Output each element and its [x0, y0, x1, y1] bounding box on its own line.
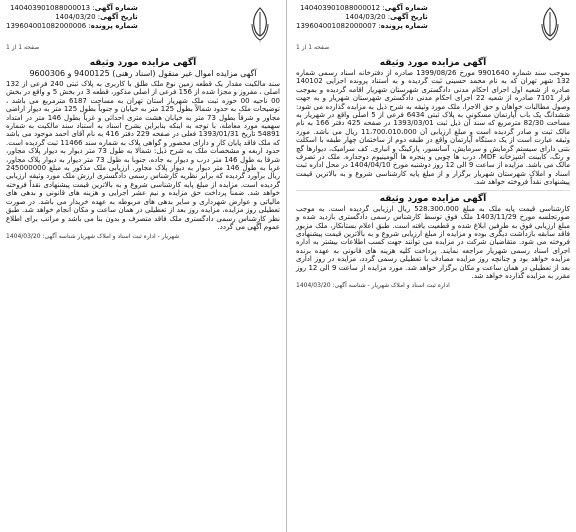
- page-number: صفحه 1 از 1: [6, 44, 40, 51]
- second-notice-body: کارشناسی قیمت پایه ملک به مبلغ 528،300،000 ریال ارزیابی گردیده است. به موجب صورتجلسه مورخ 1403/11/29 ملک فوق توسط کارشناس رسمی دادگستری بازدید شده و مبلغ ارزیابی فوق به طرفین ابلاغ شده و قطعیت یافته است. طبق اعلام بستانکار، ملک مزبور فاقد سابقه بازداشت دیگری بوده و مزایده از مبلغ ارزیابی شروع و به بالاترین قیمت پیشنهادی فروخته می شود. متقاضیان شرکت در مزایده می توانند جهت کسب اطلاعات بیشتر به اداره اجرای اسناد رسمی شهریار مراجعه نمایند. پرداخت کلیه هزینه های قانونی به عهده برنده مزایده خواهد بود و چنانچه روز مزایده مصادف با تعطیلی رسمی گردد، مزایده در روز اداری بعد از تعطیلی در همان ساعت و مکان برگزار خواهد شد. مورد مزایده از ساعت 9 الی 12 روز مقرر به مزایده گذارده خواهد شد.: [296, 204, 571, 280]
- notice-header: [290, 0, 576, 56]
- file-number: شماره پرونده: 139604001082000006: [6, 22, 138, 30]
- svg-text:ا: ا: [259, 40, 261, 44]
- notice-number: شماره آگهی: 140403901088000013: [9, 4, 138, 12]
- file-number: شماره پرونده: 139604001082000007: [296, 22, 428, 30]
- notice-header: [0, 0, 286, 56]
- notice-footer: اداره ثبت اسناد و املاک شهریار - شناسه آگهی: 1404/03/20: [296, 282, 450, 290]
- left-notice-page: [0, 0, 287, 532]
- notice-title: آگهی مزایده مورد وثیقه: [379, 58, 487, 68]
- notice-date: تاریخ آگهی: 1404/03/20: [345, 13, 428, 21]
- second-notice-title: آگهی مزایده مورد وثیقه: [379, 193, 487, 204]
- notice-subtitle: آگهی مزایده اموال غیر منقول (اسناد رهنی) 9400125 و 9600306: [29, 69, 257, 78]
- notice-meta: [6, 4, 138, 31]
- page-number: صفحه 1 از 1: [296, 44, 330, 51]
- notice-meta: [296, 4, 428, 31]
- right-notice-page: [290, 0, 576, 532]
- section-divider: [296, 190, 570, 191]
- notice-title: آگهی مزایده مورد وثیقه: [89, 58, 197, 68]
- notice-date: تاریخ آگهی: 1404/03/20: [55, 13, 138, 21]
- notice-footer: شهریار - اداره ثبت اسناد و املاک شهریار شناسه آگهی: 1404/03/20: [6, 233, 180, 241]
- notice-number: شماره آگهی: 140403901088000012: [299, 4, 428, 12]
- notice-body: بموجب سند شماره 9901640 مورخ 1399/08/26 صادره از دفترخانه اسناد رسمی شماره 132 شهر تهران که به نام محمد حسینی ثبت گردیده و به استناد پرونده اجرایی 140102 صادره از شعبه اول اجرای احکام مدنی دادگستری شهرستان شهریار اقامه گردیده و بموجب قرار 7101 صادره از شعبه 22 اجرای احکام مدنی دادگستری شهرستان شهریار و به جهت وصول مطالبات خواهان و حق الاجرا، ملک مورد وثیقه به شرح ذیل به مزایده گذارده می شود: ششدانگ یک باب آپارتمان مسکونی به پلاک ثبتی 6434 فرعی از 5 اصلی واقع در شهریار به مساحت 82/30 مترمربع که سند آن ذیل ثبت 1393/03/01 در صفحه 425 دفتر 166 به نام مالک ثبت و صادر گردیده است و مبلغ ارزیابی آن 11،700،010،000 ریال می باشد. مورد وثیقه عبارت است از یک دستگاه آپارتمان واقع در طبقه دوم از ساختمان چهار طبقه با اسکلت بتنی دارای سیستم گرمایش و سرمایش، آسانسور، پارکینگ و انباری. کف سرامیک، دیوارها گچ و رنگ، کابینت آشپزخانه MDF، درب ها چوبی و پنجره ها آلومینیوم دوجداره. ملک در تصرف مالک می باشد. مزایده از ساعت 9 الی 12 روز دوشنبه مورخ 1404/04/10 در محل اداره ثبت اسناد و املاک شهرستان شهریار برگزار و از مبلغ پایه کارشناسی شروع و به بالاترین قیمت پیشنهادی نقداً فروخته خواهد شد.: [296, 69, 571, 187]
- notice-body: سند مالکیت مقدار یک قطعه زمین نوع ملک طلق با کاربری به پلاک ثبتی 240 فرعی از 132 اصلی ، مفروز و مجزا شده از 156 فرعی از اصلی مذکور، قطعه 3 در بخش 5 و واقع در بخش 00 ناحیه 00 حوزه ثبت ملک شهریار استان تهران به مساحت 6187 مترمربع می باشد ، توضیحات ملک به حدود شمالاً بطول 125 متر به خیابان و جنوباً بطول 125 متر به دیوار اراضی مجاور و شرقاً بطول 73 متر به خیابان هشت متری احداثی و غرباً بطول 146 متر در امتداد سهمیه مورد معامله، با توجه به اینکه بنابراین بشرح اسناد به استناد سند مالکیت به شماره 54891 تاریخ 1393/01/31 فعلی در صفحه 229 دفتر 416 به نام آقای احمد موجود می باشد که ملک فاقد پایان کار و دارای محصور و گواهی پلاک به شماره سند 11466 ثبت گردیده است. حدود اربعه و مشخصات ملک به شرح ذیل: شمالا به طول 73 متر دیوار به دیوار پلاک مجاور، شرقا به طول 146 متر درب و دیوار به جاده، جنوبا به طول 73 متر دیوار به دیوار پلاک مجاور، غربا به طول 146 متر دیوار به دیوار پلاک مجاور. ارزیابی ملک مذکور به مبلغ 245000000 ریال برآورد گردیده که برابر نظریه کارشناس رسمی دادگستری ارزش ملک مورد وثیقه ارزیابی گردیده است. مزایده از مبلغ پایه کارشناسی شروع و به بالاترین قیمت پیشنهادی نقداً فروخته خواهد شد. ضمناً پرداخت حق مزایده و نیم عشر اجرایی و هزینه های قانونی و بدهی های مالیاتی و عوارض شهرداری و سایر بدهی های مربوطه به عهده خریدار می باشد. در صورت تعطیلی روز مزایده، مزایده روز بعد از تعطیلی در همان ساعت و مکان انجام خواهد شد. طبق نظر کارشناس رسمی دادگستری ملک فاقد متصرف و بدون بنا می باشد و مراتب برای اطلاع عموم آگهی می گردد.: [6, 80, 281, 231]
- iran-emblem-icon: [242, 4, 278, 44]
- iran-emblem-icon: [532, 4, 568, 44]
